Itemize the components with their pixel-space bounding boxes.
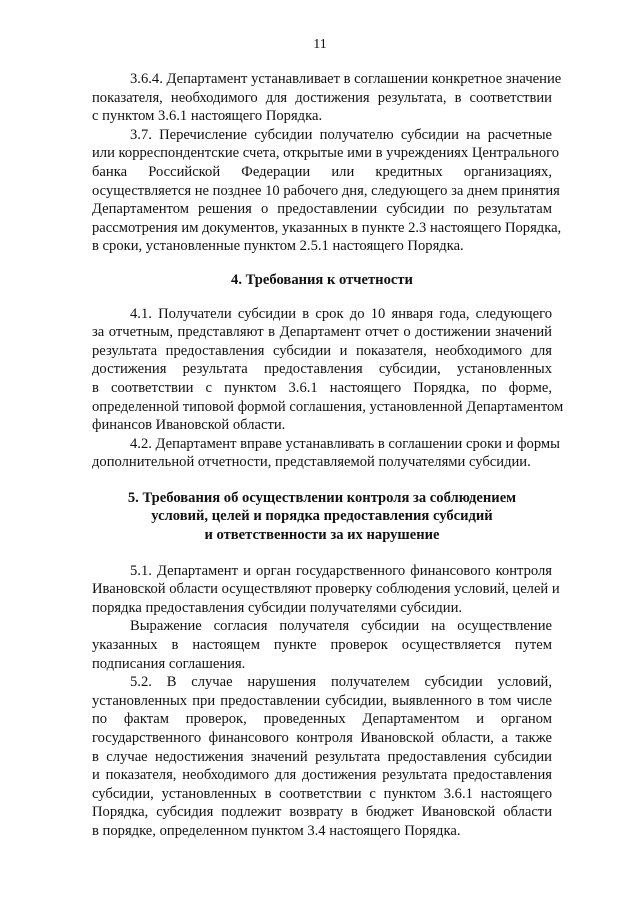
paragraph-consent	[92, 617, 552, 673]
text-line: осуществляется не позднее 10 рабочего дня, следующего за днем принятия	[92, 182, 560, 199]
section-heading-4: 4. Требования к отчетности	[231, 271, 413, 288]
text-line: государственного финансового контроля Ивановской области, а также	[92, 730, 552, 746]
text-line: Ивановской области осуществляют проверку соблюдения условий, целей и	[92, 581, 560, 598]
text-line: 3.6.4. Департамент устанавливает в соглашении конкретное значение	[130, 71, 562, 87]
text-line: банка Российской Федерации или кредитных организациях,	[92, 163, 552, 180]
section-heading-5	[92, 489, 552, 545]
text-line: 3.7. Перечисление субсидии получателю субсидии на расчетные	[130, 126, 552, 143]
page-number: 11	[313, 37, 327, 52]
text-line: подписания соглашения.	[92, 655, 246, 672]
paragraph-5-1	[92, 562, 560, 618]
text-line: установленных при предоставлении субсидии, выявленного в том числе	[92, 692, 552, 709]
text-line: показателя, необходимого для достижения результата, в соответствии	[92, 89, 552, 106]
text-line: 4.1. Получатели субсидии в срок до 10 января года, следующего	[130, 305, 552, 322]
text-line: по фактам проверок, проведенных Департаментом и органом	[92, 711, 552, 728]
text-line: за отчетным, представляют в Департамент отчет о достижении значений	[92, 324, 552, 341]
text-line: в случае недостижения значений результата предоставления субсидии	[92, 748, 552, 765]
text-line: дополнительной отчетности, представляемой получателями субсидии.	[92, 454, 531, 471]
text-line: с пунктом 3.6.1 настоящего Порядка.	[92, 108, 323, 125]
text-line: 5.2. В случае нарушения получателем субсидии условий,	[130, 674, 552, 691]
text-line: и показателя, необходимого для достижения результата предоставления	[92, 767, 552, 784]
paragraph-3-7	[92, 126, 562, 256]
paragraph-4-2	[92, 435, 560, 472]
text-line: 4.2. Департамент вправе устанавливать в соглашении сроки и формы	[130, 435, 560, 452]
paragraph-4-1	[92, 305, 564, 435]
paragraph-3-6-4	[92, 70, 562, 126]
text-line: финансов Ивановской области.	[92, 417, 286, 434]
heading-line: 5. Требования об осуществлении контроля за соблюдением	[127, 489, 517, 506]
text-line: порядка предоставления субсидии получателями субсидии.	[92, 599, 463, 616]
paragraph-5-2	[92, 673, 552, 840]
heading-line: условий, целей и порядка предоставления субсидий	[151, 508, 493, 525]
text-line: рассмотрения им документов, указанных в пункте 2.3 настоящего Порядка,	[92, 219, 562, 236]
text-line: Порядка, субсидия подлежит возврату в бюджет Ивановской области	[92, 804, 552, 821]
text-line: субсидии, установленных в соответствии с пунктом 3.6.1 настоящего	[92, 785, 552, 802]
text-line: Выражение согласия получателя субсидии на осуществление	[130, 618, 552, 635]
text-line: Департаментом решения о предоставлении субсидии по результатам	[92, 201, 552, 218]
heading-line: и ответственности за их нарушение	[204, 527, 440, 544]
text-line: 5.1. Департамент и орган государственного финансового контроля	[130, 562, 552, 579]
text-line: определенной типовой формой соглашения, установленной Департаментом	[92, 398, 564, 415]
text-line: указанных в настоящем пункте проверок осуществляется путем	[92, 637, 552, 654]
text-line: достижения результата предоставления субсидии, установленных	[92, 361, 552, 378]
text-line: результата предоставления субсидии и показателя, необходимого для	[92, 342, 552, 359]
text-line: или корреспондентские счета, открытые ими в учреждениях Центрального	[92, 145, 560, 162]
text-line: в сроки, установленные пунктом 2.5.1 настоящего Порядка.	[92, 238, 464, 255]
text-line: в соответствии с пунктом 3.6.1 настоящего Порядка, по форме,	[92, 379, 552, 396]
document-body	[92, 70, 564, 841]
text-line: в порядке, определенном пунктом 3.4 настоящего Порядка.	[92, 822, 461, 839]
